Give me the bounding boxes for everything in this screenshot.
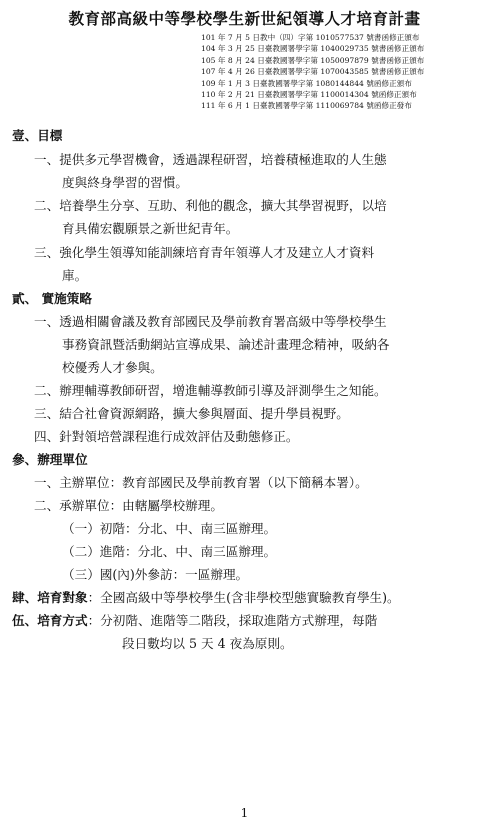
training-method-text-1: ：分初階、進階等二階段，採取進階方式辦理，每階 bbox=[87, 613, 378, 628]
goal-item-2-line-1: 二、培養學生分享、互助、利他的觀念，擴大其學習視野，以培 bbox=[34, 198, 387, 213]
organizer-executor: 二、承辦單位：由轄屬學校辦理。 bbox=[34, 498, 223, 513]
goal-item-3-line-2: 庫。 bbox=[62, 268, 88, 283]
strategy-item-1-line-2: 事務資訊暨活動網站宣導成果、論述計畫理念精神，吸納各 bbox=[62, 337, 390, 352]
section-heading-method: 伍、培育方式 bbox=[12, 613, 88, 628]
section-heading-organizers: 參、辦理單位 bbox=[12, 452, 88, 467]
strategy-item-1-line-1: 一、透過相關會議及教育部國民及學前教育署高級中等學校學生 bbox=[34, 314, 387, 329]
amendment-line: 110 年 2 月 21 日臺教國署學字第 1100014304 號函修正頒布 bbox=[201, 90, 417, 100]
amendment-line: 101 年 7 月 5 日教中（四）字第 1010577537 號書函修正頒布 bbox=[201, 33, 420, 42]
section-heading-goals: 壹、目標 bbox=[12, 128, 63, 143]
organizer-sub-1: （一）初階：分北、中、南三區辦理。 bbox=[62, 521, 277, 536]
strategy-item-1-line-3: 校優秀人才參與。 bbox=[62, 360, 163, 375]
organizer-sub-3: （三）國(內)外參訪：一區辦理。 bbox=[62, 567, 249, 582]
amendment-line: 109 年 1 月 3 日臺教國署學字第 1080144844 號函修正頒布 bbox=[201, 78, 412, 88]
target-audience-line bbox=[12, 587, 400, 606]
training-method-line-2: 段日數均以 5 天 4 夜為原則。 bbox=[122, 636, 293, 651]
strategy-item-4: 四、針對領培營課程進行成效評估及動態修正。 bbox=[34, 429, 299, 444]
amendment-line: 104 年 3 月 25 日臺教國署學字第 1040029735 號書函修正頒布 bbox=[201, 44, 425, 54]
amendment-line: 107 年 4 月 26 日臺教國署學字第 1070043585 號書函修正頒布 bbox=[201, 67, 425, 77]
goal-item-2-line-2: 育具備宏觀願景之新世紀青年。 bbox=[62, 221, 239, 236]
goal-item-3-line-1: 三、強化學生領導知能訓練培育青年領導人才及建立人才資料 bbox=[34, 245, 375, 260]
amendment-history bbox=[201, 32, 486, 112]
strategy-item-2: 二、辦理輔導教師研習，增進輔導教師引導及評測學生之知能。 bbox=[34, 383, 387, 398]
document-title: 教育部高級中等學校學生新世紀領導人才培育計畫 bbox=[68, 9, 421, 28]
organizer-host: 一、主辦單位：教育部國民及學前教育署（以下簡稱本署）。 bbox=[34, 475, 368, 490]
training-method-line-1 bbox=[12, 610, 377, 629]
page-number: 1 bbox=[240, 806, 249, 820]
goal-item-1-line-1: 一、提供多元學習機會，透過課程研習，培養積極進取的人生態 bbox=[34, 152, 387, 167]
strategy-item-3: 三、結合社會資源網路，擴大參與層面、提升學員視野。 bbox=[34, 406, 349, 421]
target-audience-text: ：全國高級中等學校學生(含非學校型態實驗教育學生)。 bbox=[87, 590, 400, 605]
section-heading-target: 肆、培育對象 bbox=[12, 590, 88, 605]
goal-item-1-line-2: 度與終身學習的習慣。 bbox=[62, 175, 188, 190]
organizer-sub-2: （二）進階：分北、中、南三區辦理。 bbox=[62, 544, 277, 559]
amendment-line: 105 年 8 月 24 日臺教國署學字第 1050097879 號書函修正頒布 bbox=[201, 55, 425, 65]
amendment-line: 111 年 6 月 1 日臺教國署學字第 1110069784 號函修正發布 bbox=[201, 101, 412, 111]
section-heading-strategies: 貳、 實施策略 bbox=[12, 291, 92, 306]
